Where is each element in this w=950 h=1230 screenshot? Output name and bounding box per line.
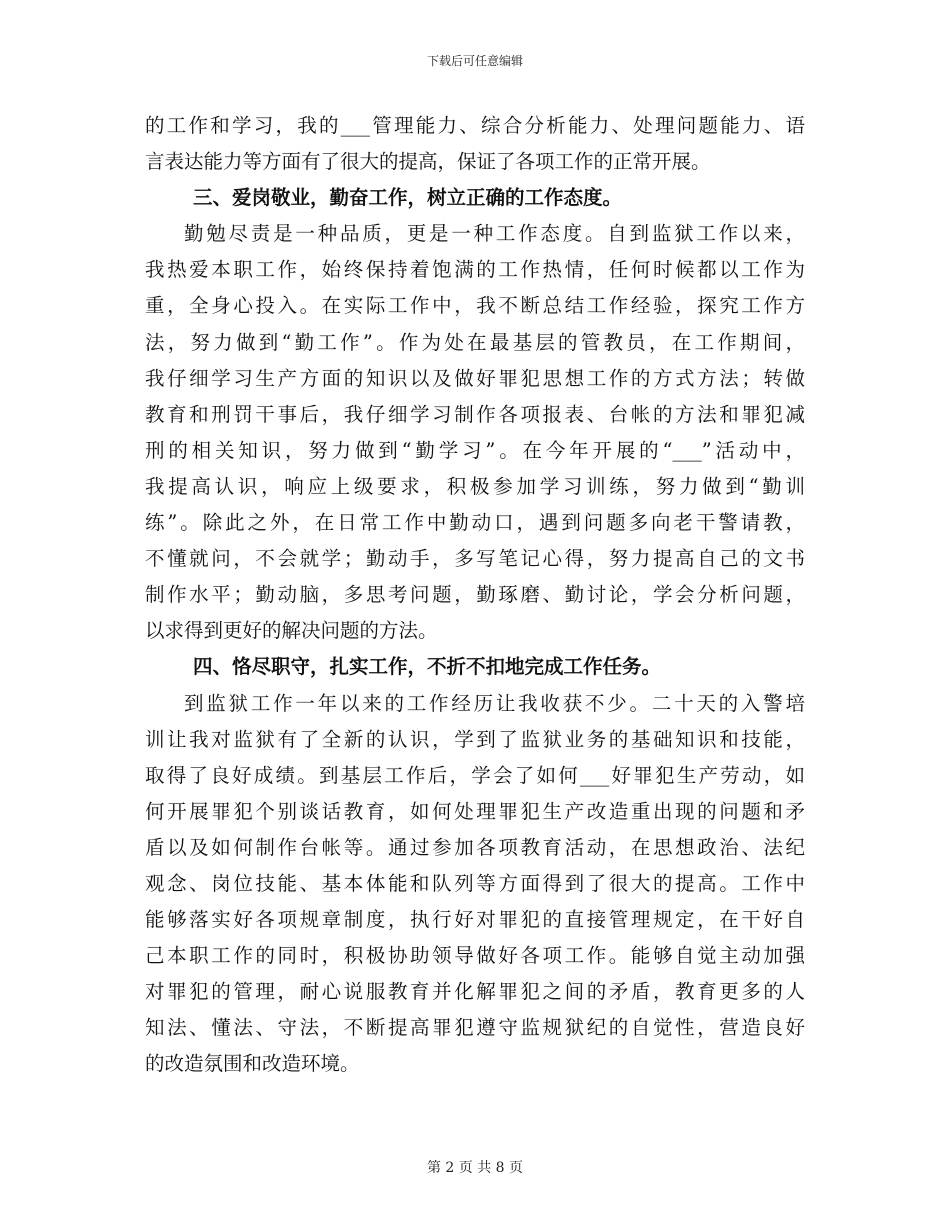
body-line: 教育和刑罚干事后，我仔细学习制作各项报表、台帐的方法和罪犯减 bbox=[145, 402, 805, 426]
page-number: 第 2 页 共 8 页 bbox=[426, 1160, 524, 1176]
body-line: 言表达能力等方面有了很大的提高，保证了各项工作的正常开展。 bbox=[145, 150, 711, 174]
body-line: 以求得到更好的解决问题的方法。 bbox=[145, 619, 438, 643]
body-line: 不懂就问，不会就学；勤动手，多写笔记心得，努力提高自己的文书 bbox=[145, 547, 805, 571]
body-line: 何开展罪犯个别谈话教育，如何处理罪犯生产改造重出现的问题和矛 bbox=[145, 799, 805, 823]
section-heading-3: 三、爱岗敬业，勤奋工作，树立正确的工作态度。 bbox=[193, 186, 623, 210]
body-line: 训让我对监狱有了全新的认识，学到了监狱业务的基础知识和技能， bbox=[145, 727, 805, 751]
document-body bbox=[145, 108, 805, 1083]
body-line: 重，全身心投入。在实际工作中，我不断总结工作经验，探究工作方 bbox=[145, 294, 805, 318]
paragraph-first-line: 到监狱工作一年以来的工作经历让我收获不少。二十天的入警培 bbox=[184, 691, 805, 715]
body-line: 观念、岗位技能、基本体能和队列等方面得到了很大的提高。工作中 bbox=[145, 871, 805, 895]
page-header: 下载后可任意编辑 bbox=[426, 54, 523, 68]
body-line: 取得了良好成绩。到基层工作后，学会了如何___好罪犯生产劳动，如 bbox=[145, 763, 805, 787]
body-line: 知法、懂法、守法，不断提高罪犯遵守监规狱纪的自觉性，营造良好 bbox=[145, 1016, 805, 1040]
body-line: 制作水平；勤动脑，多思考问题，勤琢磨、勤讨论，学会分析问题， bbox=[145, 583, 805, 607]
body-line: 的工作和学习，我的___管理能力、综合分析能力、处理问题能力、语 bbox=[145, 114, 805, 137]
body-line: 我热爱本职工作，始终保持着饱满的工作热情，任何时候都以工作为 bbox=[145, 258, 805, 282]
body-line: 的改造氛围和改造环境。 bbox=[145, 1052, 360, 1076]
paragraph-first-line: 勤勉尽责是一种品质，更是一种工作态度。自到监狱工作以来， bbox=[184, 222, 805, 246]
section-heading-4: 四、恪尽职守，扎实工作，不折不扣地完成工作任务。 bbox=[193, 655, 662, 679]
body-line: 能够落实好各项规章制度，执行好对罪犯的直接管理规定，在干好自 bbox=[145, 908, 805, 932]
body-line: 法，努力做到“勤工作”。作为处在最基层的管教员，在工作期间， bbox=[145, 330, 805, 354]
body-line: 刑的相关知识，努力做到“勤学习”。在今年开展的“___”活动中， bbox=[145, 438, 805, 462]
body-line: 对罪犯的管理，耐心说服教育并化解罪犯之间的矛盾，教育更多的人 bbox=[145, 980, 805, 1004]
body-line: 盾以及如何制作台帐等。通过参加各项教育活动，在思想政治、法纪 bbox=[145, 835, 805, 859]
body-line: 己本职工作的同时，积极协助领导做好各项工作。能够自觉主动加强 bbox=[145, 944, 805, 968]
body-line: 练”。除此之外，在日常工作中勤动口，遇到问题多向老干警请教， bbox=[145, 511, 805, 535]
body-line: 我提高认识，响应上级要求，积极参加学习训练，努力做到“勤训 bbox=[145, 474, 805, 498]
body-line: 我仔细学习生产方面的知识以及做好罪犯思想工作的方式方法；转做 bbox=[145, 366, 805, 390]
